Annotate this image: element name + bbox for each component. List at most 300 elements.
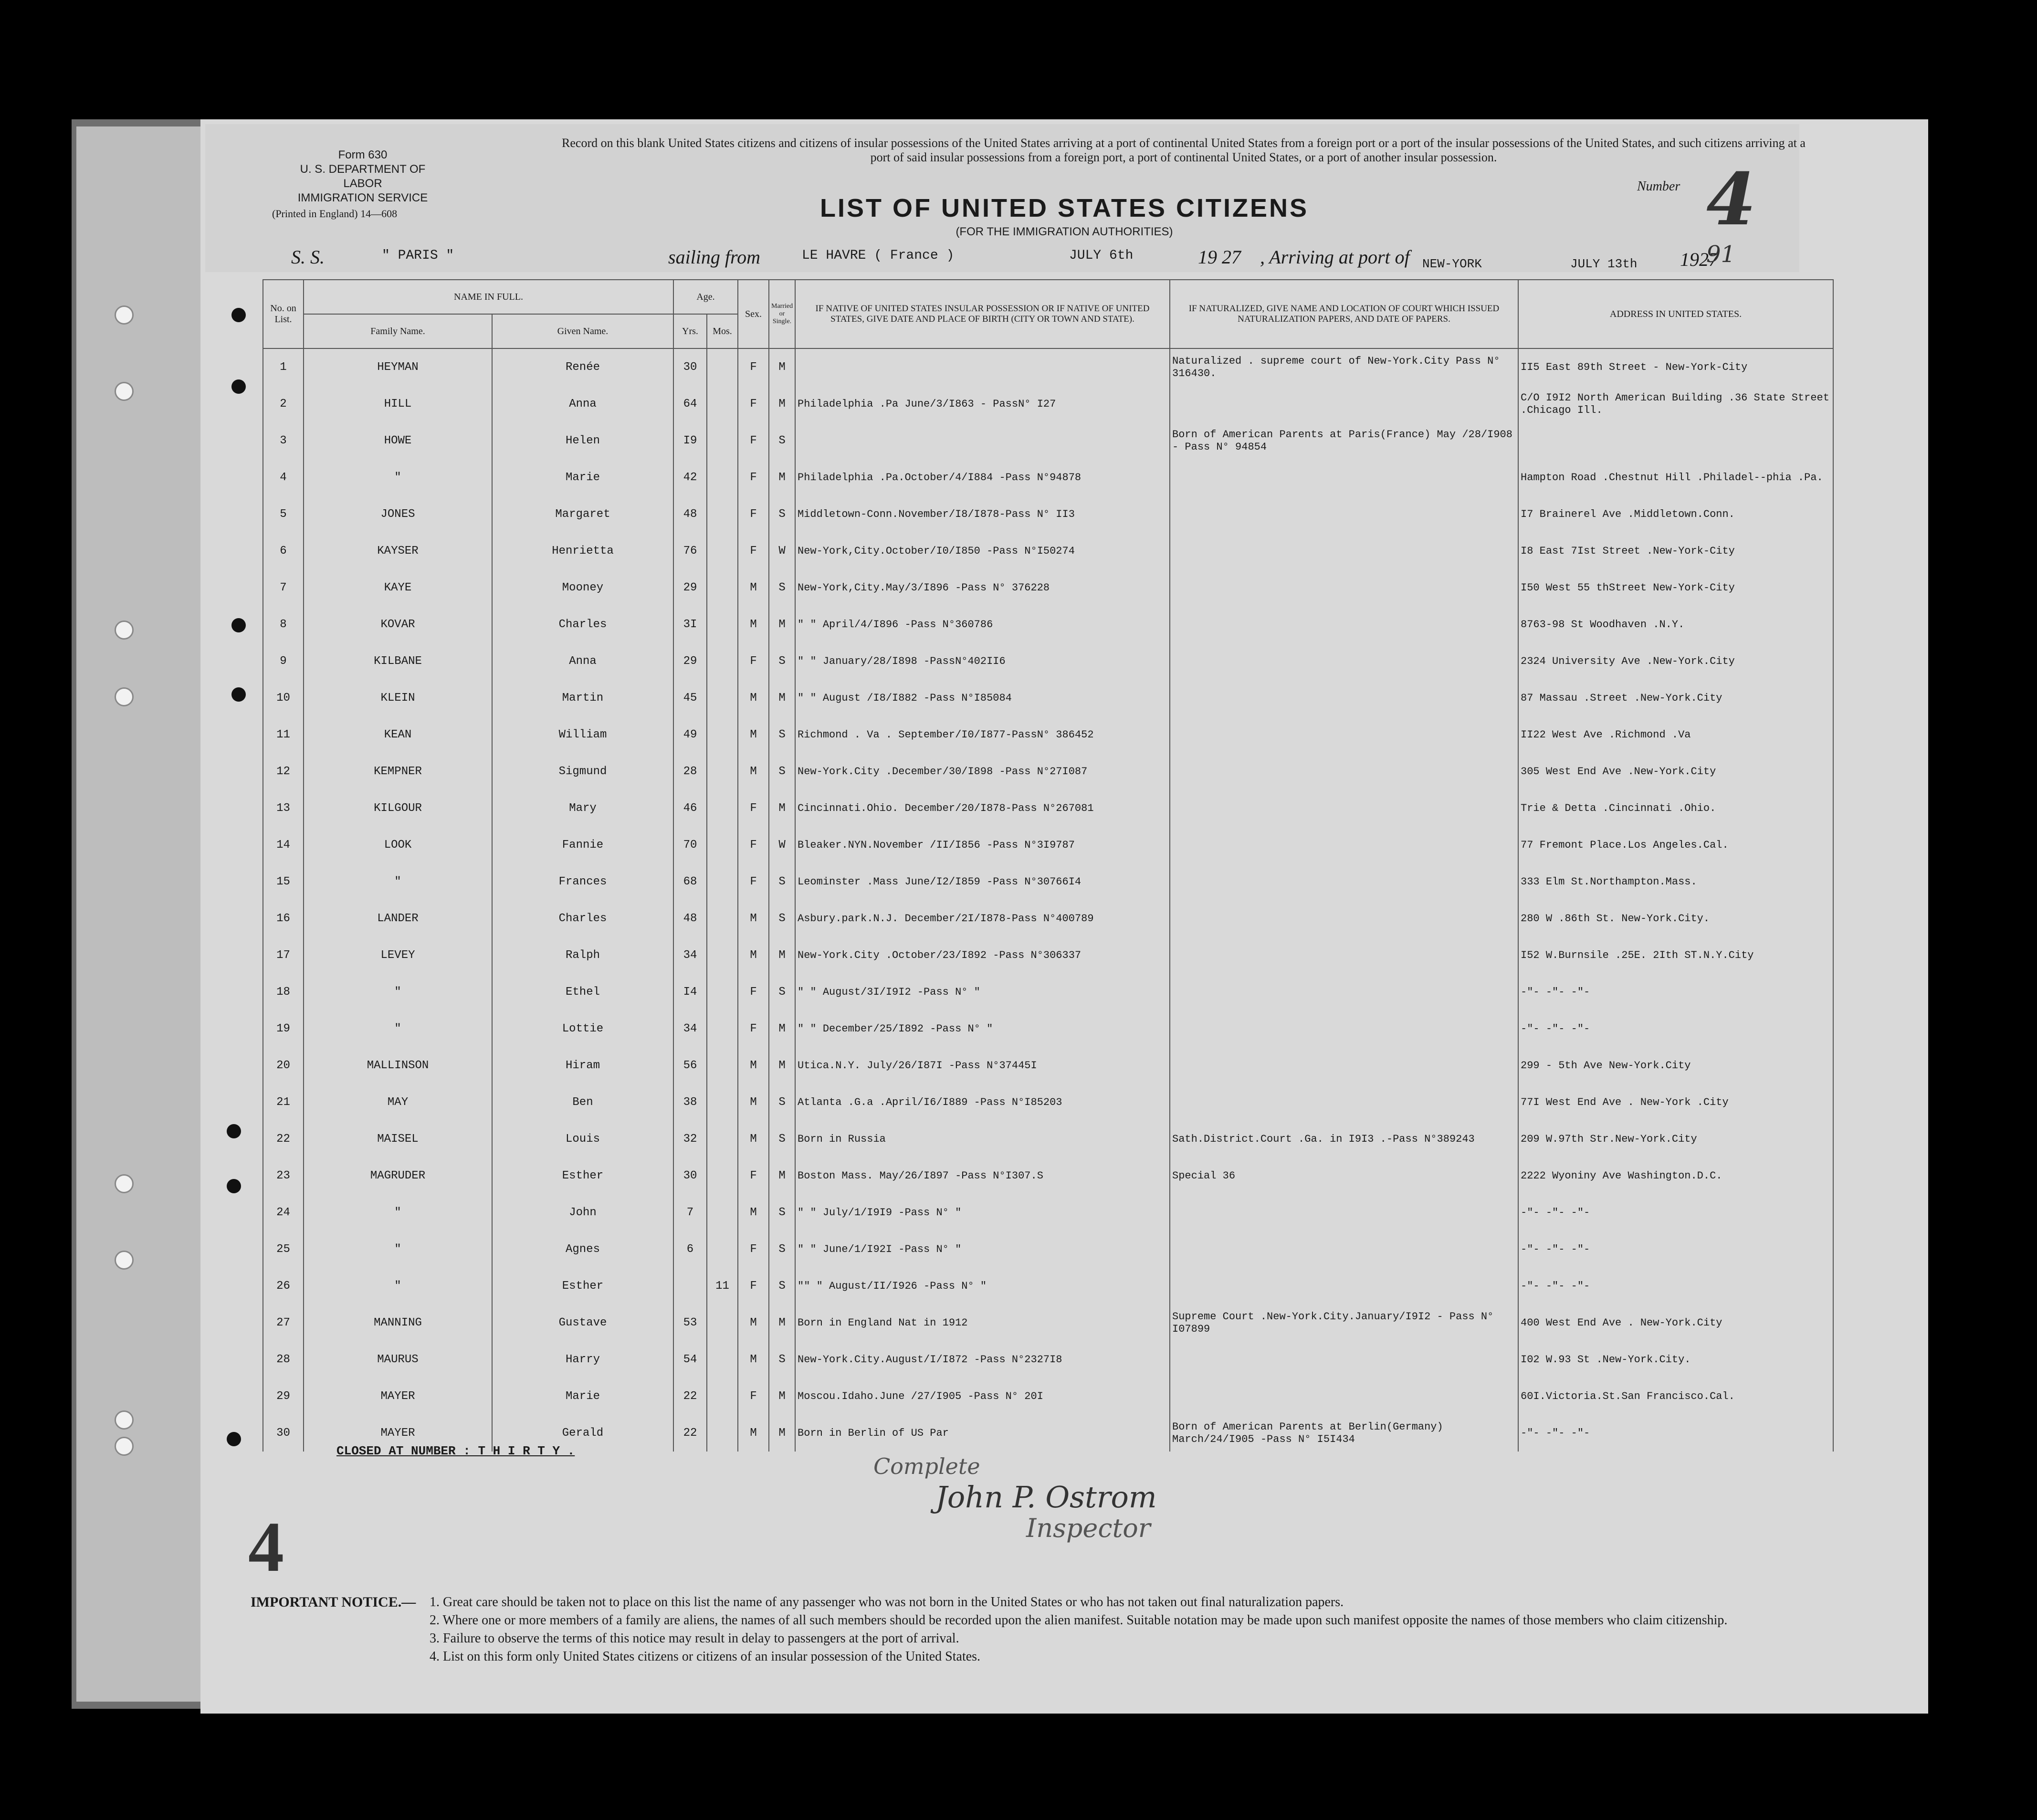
complete-note: Complete bbox=[873, 1453, 980, 1479]
table-row bbox=[263, 900, 1833, 937]
row-number: 27 bbox=[263, 1305, 304, 1341]
given-name: Martin bbox=[492, 680, 673, 716]
sex: M bbox=[738, 1341, 769, 1378]
age-years: 38 bbox=[673, 1084, 707, 1121]
given-name: Hiram bbox=[492, 1047, 673, 1084]
us-address: 299 - 5th Ave New-York.City bbox=[1518, 1047, 1833, 1084]
row-number: 21 bbox=[263, 1084, 304, 1121]
row-number: 4 bbox=[263, 459, 304, 496]
table-row bbox=[263, 386, 1833, 422]
birth-details: Middletown-Conn.November/I8/I878-Pass N° II3 bbox=[795, 496, 1170, 533]
table-row bbox=[263, 1194, 1833, 1231]
age-years bbox=[673, 1268, 707, 1305]
table-row bbox=[263, 1084, 1833, 1121]
table-row bbox=[263, 1231, 1833, 1268]
age-months bbox=[707, 1084, 738, 1121]
printed-note: (Printed in England) 14—608 bbox=[272, 208, 398, 220]
table-row bbox=[263, 1121, 1833, 1157]
row-number: 10 bbox=[263, 680, 304, 716]
sex: F bbox=[738, 827, 769, 863]
birth-details: " " August/3I/I9I2 -Pass N° " bbox=[795, 974, 1170, 1010]
row-number: 22 bbox=[263, 1121, 304, 1157]
age-months bbox=[707, 680, 738, 716]
row-number: 12 bbox=[263, 753, 304, 790]
footer-list-number: 4 bbox=[248, 1507, 284, 1587]
arrival-date: JULY 13th bbox=[1570, 257, 1638, 271]
us-address: 209 W.97th Str.New-York.City bbox=[1518, 1121, 1833, 1157]
table-row bbox=[263, 680, 1833, 716]
row-number: 3 bbox=[263, 422, 304, 459]
department-name: U. S. DEPARTMENT OF LABOR bbox=[300, 163, 426, 190]
given-name: Esther bbox=[492, 1268, 673, 1305]
birth-details: Philadelphia .Pa.October/4/I884 -Pass N°94878 bbox=[795, 459, 1170, 496]
given-name: Helen bbox=[492, 422, 673, 459]
us-address: I50 West 55 thStreet New-York-City bbox=[1518, 569, 1833, 606]
us-address: 77I West End Ave . New-York .City bbox=[1518, 1084, 1833, 1121]
age-years: 49 bbox=[673, 716, 707, 753]
row-number: 30 bbox=[263, 1415, 304, 1452]
age-years: 22 bbox=[673, 1415, 707, 1452]
family-name: MAY bbox=[304, 1084, 492, 1121]
col-married-single: Married or Single. bbox=[769, 280, 795, 348]
family-name: LANDER bbox=[304, 900, 492, 937]
notice-item: 4. List on this form only United States citizens or citizens of an insular possession of the United States. bbox=[430, 1649, 981, 1664]
row-number: 19 bbox=[263, 1010, 304, 1047]
naturalization-details bbox=[1170, 1341, 1518, 1378]
age-years: 30 bbox=[673, 348, 707, 386]
table-row bbox=[263, 496, 1833, 533]
punch-hole bbox=[115, 382, 134, 401]
naturalization-details bbox=[1170, 643, 1518, 680]
naturalization-details bbox=[1170, 1047, 1518, 1084]
us-address: 77 Fremont Place.Los Angeles.Cal. bbox=[1518, 827, 1833, 863]
age-years: I9 bbox=[673, 422, 707, 459]
family-name: MANNING bbox=[304, 1305, 492, 1341]
age-years: 54 bbox=[673, 1341, 707, 1378]
form-number: Form 630 bbox=[338, 148, 388, 161]
table-row bbox=[263, 1010, 1833, 1047]
family-name: LEVEY bbox=[304, 937, 492, 974]
birth-details: Born in Russia bbox=[795, 1121, 1170, 1157]
birth-details: Asbury.park.N.J. December/2I/I878-Pass N°400789 bbox=[795, 900, 1170, 937]
age-years: 28 bbox=[673, 753, 707, 790]
row-number: 13 bbox=[263, 790, 304, 827]
age-months bbox=[707, 606, 738, 643]
list-number: 4 bbox=[1706, 158, 1756, 242]
naturalization-details bbox=[1170, 386, 1518, 422]
naturalization-details bbox=[1170, 680, 1518, 716]
given-name: Renée bbox=[492, 348, 673, 386]
age-months bbox=[707, 900, 738, 937]
ss-label: S. S. bbox=[291, 246, 325, 268]
birth-details: Boston Mass. May/26/I897 -Pass N°I307.S bbox=[795, 1157, 1170, 1194]
binder-dot bbox=[231, 687, 246, 702]
punch-hole bbox=[115, 1410, 134, 1430]
sex: M bbox=[738, 753, 769, 790]
age-years: 29 bbox=[673, 643, 707, 680]
age-months bbox=[707, 1305, 738, 1341]
passenger-table bbox=[262, 279, 1834, 1452]
important-notice bbox=[430, 1593, 1814, 1666]
given-name: Esther bbox=[492, 1157, 673, 1194]
given-name: Henrietta bbox=[492, 533, 673, 569]
given-name: Lottie bbox=[492, 1010, 673, 1047]
table-row bbox=[263, 1378, 1833, 1415]
age-years: 3I bbox=[673, 606, 707, 643]
table-row bbox=[263, 606, 1833, 643]
age-years: 34 bbox=[673, 1010, 707, 1047]
sex: F bbox=[738, 974, 769, 1010]
marital-status: M bbox=[769, 1305, 795, 1341]
given-name: John bbox=[492, 1194, 673, 1231]
birth-details: New-York.City .October/23/I892 -Pass N°306337 bbox=[795, 937, 1170, 974]
naturalization-details: Born of American Parents at Paris(France) May /28/I908 - Pass N° 94854 bbox=[1170, 422, 1518, 459]
row-number: 24 bbox=[263, 1194, 304, 1231]
binder-dot bbox=[227, 1124, 241, 1138]
naturalization-details bbox=[1170, 1194, 1518, 1231]
age-years: 64 bbox=[673, 386, 707, 422]
marital-status: S bbox=[769, 1084, 795, 1121]
age-months bbox=[707, 863, 738, 900]
naturalization-details bbox=[1170, 1378, 1518, 1415]
given-name: Marie bbox=[492, 1378, 673, 1415]
table-row bbox=[263, 827, 1833, 863]
col-number: No. on List. bbox=[263, 280, 304, 348]
number-label: Number bbox=[1637, 179, 1680, 194]
sex: M bbox=[738, 1084, 769, 1121]
sex: M bbox=[738, 1305, 769, 1341]
age-months bbox=[707, 1378, 738, 1415]
marital-status: S bbox=[769, 422, 795, 459]
closed-at-number: CLOSED AT NUMBER : T H I R T Y . bbox=[336, 1444, 575, 1458]
naturalization-details bbox=[1170, 1268, 1518, 1305]
naturalization-details bbox=[1170, 900, 1518, 937]
given-name: Louis bbox=[492, 1121, 673, 1157]
naturalization-details: Born of American Parents at Berlin(Germany) March/24/I905 -Pass N° I5I434 bbox=[1170, 1415, 1518, 1452]
table-row bbox=[263, 643, 1833, 680]
sex: M bbox=[738, 569, 769, 606]
row-number: 17 bbox=[263, 937, 304, 974]
us-address: -"- -"- -"- bbox=[1518, 1194, 1833, 1231]
us-address: 87 Massau .Street .New-York.City bbox=[1518, 680, 1833, 716]
birth-details: "" " August/II/I926 -Pass N° " bbox=[795, 1268, 1170, 1305]
marital-status: M bbox=[769, 790, 795, 827]
given-name: Gerald bbox=[492, 1415, 673, 1452]
table-row bbox=[263, 716, 1833, 753]
sex: M bbox=[738, 716, 769, 753]
age-months bbox=[707, 533, 738, 569]
punch-hole bbox=[115, 305, 134, 325]
us-address: C/O I9I2 North American Building .36 State Street .Chicago Ill. bbox=[1518, 386, 1833, 422]
given-name: Anna bbox=[492, 386, 673, 422]
page-title: LIST OF UNITED STATES CITIZENS bbox=[820, 194, 1309, 222]
row-number: 15 bbox=[263, 863, 304, 900]
age-months bbox=[707, 1121, 738, 1157]
age-months bbox=[707, 716, 738, 753]
row-number: 2 bbox=[263, 386, 304, 422]
age-months bbox=[707, 827, 738, 863]
given-name: Mary bbox=[492, 790, 673, 827]
notice-heading: IMPORTANT NOTICE.— bbox=[251, 1594, 416, 1610]
punch-hole bbox=[115, 687, 134, 706]
sex: M bbox=[738, 606, 769, 643]
marital-status: M bbox=[769, 680, 795, 716]
birth-details: Born in Berlin of US Par bbox=[795, 1415, 1170, 1452]
given-name: Marie bbox=[492, 459, 673, 496]
table-row bbox=[263, 1268, 1833, 1305]
row-number: 23 bbox=[263, 1157, 304, 1194]
col-age: Age. bbox=[673, 280, 738, 314]
sex: M bbox=[738, 1121, 769, 1157]
given-name: Frances bbox=[492, 863, 673, 900]
sex: F bbox=[738, 1157, 769, 1194]
row-number: 25 bbox=[263, 1231, 304, 1268]
us-address: 305 West End Ave .New-York.City bbox=[1518, 753, 1833, 790]
family-name: " bbox=[304, 459, 492, 496]
family-name: KEMPNER bbox=[304, 753, 492, 790]
age-months bbox=[707, 569, 738, 606]
ship-name: " PARIS " bbox=[382, 248, 454, 263]
row-number: 11 bbox=[263, 716, 304, 753]
age-years: 48 bbox=[673, 900, 707, 937]
age-months bbox=[707, 1194, 738, 1231]
page-subtitle: (FOR THE IMMIGRATION AUTHORITIES) bbox=[956, 225, 1173, 238]
given-name: Fannie bbox=[492, 827, 673, 863]
naturalization-details bbox=[1170, 1010, 1518, 1047]
table-row bbox=[263, 533, 1833, 569]
age-months bbox=[707, 1231, 738, 1268]
row-number: 20 bbox=[263, 1047, 304, 1084]
binder-dot bbox=[231, 379, 246, 394]
table-row bbox=[263, 459, 1833, 496]
birth-details bbox=[795, 348, 1170, 386]
col-address: ADDRESS IN UNITED STATES. bbox=[1518, 280, 1833, 348]
marital-status: W bbox=[769, 533, 795, 569]
birth-details: Born in England Nat in 1912 bbox=[795, 1305, 1170, 1341]
marital-status: M bbox=[769, 1157, 795, 1194]
marital-status: S bbox=[769, 569, 795, 606]
age-years: 53 bbox=[673, 1305, 707, 1341]
marital-status: M bbox=[769, 606, 795, 643]
row-number: 14 bbox=[263, 827, 304, 863]
punch-hole bbox=[115, 1174, 134, 1193]
us-address: I02 W.93 St .New-York.City. bbox=[1518, 1341, 1833, 1378]
birth-details: " " December/25/I892 -Pass N° " bbox=[795, 1010, 1170, 1047]
sex: F bbox=[738, 1231, 769, 1268]
sex: F bbox=[738, 1268, 769, 1305]
marital-status: S bbox=[769, 863, 795, 900]
given-name: Sigmund bbox=[492, 753, 673, 790]
birth-details: Moscou.Idaho.June /27/I905 -Pass N° 20I bbox=[795, 1378, 1170, 1415]
birth-details: Utica.N.Y. July/26/I87I -Pass N°37445I bbox=[795, 1047, 1170, 1084]
birth-details: Philadelphia .Pa June/3/I863 - PassN° I27 bbox=[795, 386, 1170, 422]
col-months: Mos. bbox=[707, 314, 738, 348]
family-name: KAYSER bbox=[304, 533, 492, 569]
age-months bbox=[707, 496, 738, 533]
birth-details: New-York.City.August/I/I872 -Pass N°2327I8 bbox=[795, 1341, 1170, 1378]
given-name: Agnes bbox=[492, 1231, 673, 1268]
row-number: 28 bbox=[263, 1341, 304, 1378]
row-number: 29 bbox=[263, 1378, 304, 1415]
marital-status: S bbox=[769, 496, 795, 533]
sex: F bbox=[738, 790, 769, 827]
us-address: I8 East 7Ist Street .New-York-City bbox=[1518, 533, 1833, 569]
marital-status: S bbox=[769, 716, 795, 753]
age-years: 29 bbox=[673, 569, 707, 606]
family-name: " bbox=[304, 1268, 492, 1305]
birth-details: New-York,City.October/I0/I850 -Pass N°I50274 bbox=[795, 533, 1170, 569]
row-number: 18 bbox=[263, 974, 304, 1010]
table-row bbox=[263, 348, 1833, 386]
given-name: Harry bbox=[492, 1341, 673, 1378]
birth-details: " " July/1/I9I9 -Pass N° " bbox=[795, 1194, 1170, 1231]
us-address: 280 W .86th St. New-York.City. bbox=[1518, 900, 1833, 937]
age-years: I4 bbox=[673, 974, 707, 1010]
naturalization-details bbox=[1170, 827, 1518, 863]
age-years: 34 bbox=[673, 937, 707, 974]
age-months bbox=[707, 422, 738, 459]
us-address: Hampton Road .Chestnut Hill .Philadel--phia .Pa. bbox=[1518, 459, 1833, 496]
punch-hole bbox=[115, 1437, 134, 1456]
us-address: II5 East 89th Street - New-York-City bbox=[1518, 348, 1833, 386]
binder-dot bbox=[231, 308, 246, 322]
family-name: LOOK bbox=[304, 827, 492, 863]
given-name: William bbox=[492, 716, 673, 753]
naturalization-details bbox=[1170, 1231, 1518, 1268]
given-name: Gustave bbox=[492, 1305, 673, 1341]
age-years: 56 bbox=[673, 1047, 707, 1084]
binding-strip bbox=[76, 126, 200, 1702]
sailing-from-label: sailing from bbox=[668, 246, 760, 268]
col-family-name: Family Name. bbox=[304, 314, 492, 348]
row-number: 1 bbox=[263, 348, 304, 386]
marital-status: M bbox=[769, 1010, 795, 1047]
us-address: 400 West End Ave . New-York.City bbox=[1518, 1305, 1833, 1341]
marital-status: M bbox=[769, 1047, 795, 1084]
row-number: 26 bbox=[263, 1268, 304, 1305]
marital-status: S bbox=[769, 974, 795, 1010]
marital-status: S bbox=[769, 900, 795, 937]
age-months bbox=[707, 459, 738, 496]
naturalization-details bbox=[1170, 937, 1518, 974]
birth-details: Bleaker.NYN.November /II/I856 -Pass N°3I9787 bbox=[795, 827, 1170, 863]
table-row bbox=[263, 1305, 1833, 1341]
age-months bbox=[707, 1341, 738, 1378]
age-years: 22 bbox=[673, 1378, 707, 1415]
table-row bbox=[263, 569, 1833, 606]
age-months: 11 bbox=[707, 1268, 738, 1305]
age-months bbox=[707, 1010, 738, 1047]
notice-item: 3. Failure to observe the terms of this notice may result in delay to passengers at the port of arrival. bbox=[430, 1631, 959, 1646]
naturalization-details bbox=[1170, 863, 1518, 900]
birth-details: Leominster .Mass June/I2/I859 -Pass N°30766I4 bbox=[795, 863, 1170, 900]
form-instruction: Record on this blank United States citizens and citizens of insular possessions of the United States arriving at a port of continental United States from a foreign port or a port of the insular possessions of the United States, and such citizens arriving at a port of said insular possessions from a foreign port, a port of continental United States, or a port of another insular possession. bbox=[562, 136, 1806, 164]
family-name: " bbox=[304, 974, 492, 1010]
inspector-signature: John P. Ostrom bbox=[935, 1480, 1157, 1515]
sex: F bbox=[738, 863, 769, 900]
binder-dot bbox=[231, 618, 246, 632]
birth-details: " " June/1/I92I -Pass N° " bbox=[795, 1231, 1170, 1268]
sex: M bbox=[738, 1194, 769, 1231]
birth-details: Atlanta .G.a .April/I6/I889 -Pass N°I85203 bbox=[795, 1084, 1170, 1121]
us-address: I7 Brainerel Ave .Middletown.Conn. bbox=[1518, 496, 1833, 533]
binder-dot bbox=[227, 1432, 241, 1446]
table-row bbox=[263, 974, 1833, 1010]
age-months bbox=[707, 1415, 738, 1452]
naturalization-details bbox=[1170, 1084, 1518, 1121]
col-sex: Sex. bbox=[738, 280, 769, 348]
age-months bbox=[707, 348, 738, 386]
age-months bbox=[707, 1047, 738, 1084]
age-years: 68 bbox=[673, 863, 707, 900]
given-name: Margaret bbox=[492, 496, 673, 533]
table-row bbox=[263, 863, 1833, 900]
age-years: 46 bbox=[673, 790, 707, 827]
sex: M bbox=[738, 1047, 769, 1084]
us-address: 60I.Victoria.St.San Francisco.Cal. bbox=[1518, 1378, 1833, 1415]
marital-status: M bbox=[769, 1415, 795, 1452]
family-name: MAGRUDER bbox=[304, 1157, 492, 1194]
birth-details bbox=[795, 422, 1170, 459]
family-name: " bbox=[304, 1231, 492, 1268]
family-name: MAYER bbox=[304, 1415, 492, 1452]
naturalization-details: Sath.District.Court .Ga. in I9I3 .-Pass N°389243 bbox=[1170, 1121, 1518, 1157]
sex: M bbox=[738, 1415, 769, 1452]
given-name: Anna bbox=[492, 643, 673, 680]
sex: F bbox=[738, 348, 769, 386]
given-name: Charles bbox=[492, 606, 673, 643]
given-name: Mooney bbox=[492, 569, 673, 606]
family-name: MAYER bbox=[304, 1378, 492, 1415]
marital-status: S bbox=[769, 1268, 795, 1305]
sex: F bbox=[738, 386, 769, 422]
arrival-port: NEW-YORK bbox=[1422, 257, 1482, 271]
row-number: 16 bbox=[263, 900, 304, 937]
row-number: 6 bbox=[263, 533, 304, 569]
given-name: Ethel bbox=[492, 974, 673, 1010]
age-months bbox=[707, 974, 738, 1010]
family-name: " bbox=[304, 1194, 492, 1231]
given-name: Ben bbox=[492, 1084, 673, 1121]
us-address: Trie & Detta .Cincinnati .Ohio. bbox=[1518, 790, 1833, 827]
age-months bbox=[707, 753, 738, 790]
sex: M bbox=[738, 937, 769, 974]
naturalization-details: Naturalized . supreme court of New-York.City Pass N° 316430. bbox=[1170, 348, 1518, 386]
sex: F bbox=[738, 1378, 769, 1415]
family-name: HOWE bbox=[304, 422, 492, 459]
row-number: 8 bbox=[263, 606, 304, 643]
marital-status: M bbox=[769, 348, 795, 386]
table-row bbox=[263, 790, 1833, 827]
family-name: KAYE bbox=[304, 569, 492, 606]
departure-year: 19 27 bbox=[1198, 246, 1241, 268]
table-row bbox=[263, 937, 1833, 974]
family-name: KOVAR bbox=[304, 606, 492, 643]
form-identification bbox=[286, 148, 439, 205]
naturalization-details bbox=[1170, 569, 1518, 606]
us-address: II22 West Ave .Richmond .Va bbox=[1518, 716, 1833, 753]
us-address bbox=[1518, 422, 1833, 459]
marital-status: S bbox=[769, 1341, 795, 1378]
naturalization-details bbox=[1170, 496, 1518, 533]
family-name: MAISEL bbox=[304, 1121, 492, 1157]
naturalization-details bbox=[1170, 459, 1518, 496]
naturalization-details bbox=[1170, 753, 1518, 790]
us-address: 2324 University Ave .New-York.City bbox=[1518, 643, 1833, 680]
family-name: KLEIN bbox=[304, 680, 492, 716]
age-years: 42 bbox=[673, 459, 707, 496]
birth-details: New-York.City .December/30/I898 -Pass N°27I087 bbox=[795, 753, 1170, 790]
